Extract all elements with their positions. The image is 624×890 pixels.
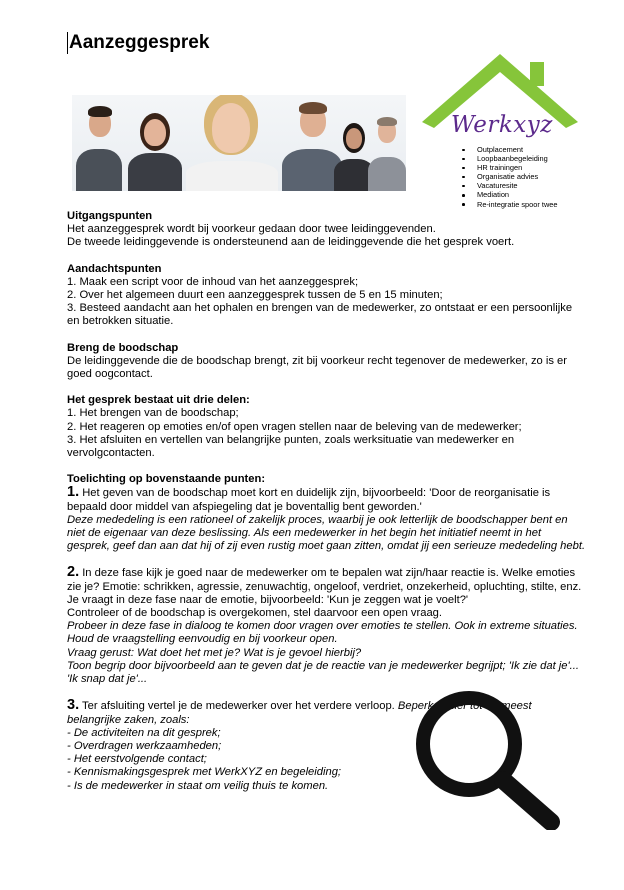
body-line: 3. Besteed aandacht aan het ophalen en brengen van de medewerker, zo ontstaat er een persoonlijke en betrokken situatie.	[67, 302, 573, 328]
body-line: Het aanzeggesprek wordt bij voorkeur gedaan door twee leidinggevenden.	[67, 223, 436, 236]
list-item: HR trainingen	[462, 163, 558, 172]
body-line: 2. Over het algemeen duurt een aanzeggesprek tussen de 5 en 15 minuten;	[67, 289, 443, 302]
list-item: - Is de medewerker in staat om veilig thuis te komen.	[67, 779, 329, 792]
point-number: 2.	[67, 564, 80, 581]
person-figure	[368, 115, 406, 191]
point-number: 1.	[67, 484, 80, 501]
point-text: Het geven van de boodschap moet kort en duidelijk zijn, bijvoorbeeld: 'Door de reorganisatie is bepaald door middel van afspiegeling dat je boventallig bent geworden.'	[67, 487, 551, 513]
person-figure	[282, 99, 342, 191]
section-heading: Toelichting op bovenstaande punten:	[67, 473, 266, 486]
point-text: In deze fase kijk je goed naar de medewerker om te bepalen wat zijn/haar reactie is. Welke emoties zie je? Emotie: schrikken, agressie, zenuwachtig, ongeloof, verdriet, onzekerheid, opluchting, stilte, enz. Je vraagt in deze fase naar de emotie, bijvoorbeeld: 'Kun je zeggen wat je voelt?'	[67, 567, 582, 606]
person-figure	[124, 107, 182, 191]
point-number: 3.	[67, 697, 80, 714]
point-2-note: Toon begrip door bijvoorbeeld aan te geven dat je de reactie van je medewerker begrijpt; 'Ik zie dat je'... 'Ik snap dat je'...	[67, 659, 579, 686]
team-photo	[72, 95, 406, 191]
body-line: 1. Maak een script voor de inhoud van het aanzeggesprek;	[67, 275, 359, 288]
point-text: Ter afsluiting vertel je de medewerker over het verdere verloop.	[79, 700, 395, 713]
list-item: - De activiteiten na dit gesprek;	[67, 726, 221, 739]
list-item: Re-integratie spoor twee	[462, 200, 558, 209]
service-list	[462, 145, 558, 209]
list-item: Organisatie advies	[462, 172, 558, 181]
section-heading: Uitgangspunten	[67, 210, 153, 222]
section-heading: Breng de boodschap	[67, 341, 179, 354]
list-item: Loopbaanbegeleiding	[462, 154, 558, 163]
page-title: Aanzeggesprek	[69, 32, 210, 53]
person-figure	[182, 95, 278, 191]
body-line: 1. Het brengen van de boodschap;	[67, 407, 239, 420]
body-paragraph: De leidinggevende die de boodschap brengt, zit bij voorkeur recht tegenover de medewerker, zo is er goed oogcontact.	[67, 354, 568, 381]
list-item: Outplacement	[462, 145, 558, 154]
magnifier-icon	[405, 690, 563, 830]
body-line: 2. Het reageren op emoties en/of open vragen stellen naar de beleving van de medewerker;	[67, 420, 522, 433]
section-heading: Aandachtspunten	[67, 262, 162, 275]
logo-wordmark: Werkxyz	[451, 112, 553, 138]
point-1	[67, 486, 587, 513]
list-item: Vacaturesite	[462, 181, 558, 190]
body-line: De tweede leidinggevende is ondersteunend aan de leidinggevende die het gesprek voert.	[67, 236, 515, 249]
point-2-note: Probeer in deze fase in dialoog te komen door vragen over emoties te stellen. Ook in extreme situaties. Houd de vraagstelling eenvoudig en bij voorkeur open.	[67, 620, 578, 646]
list-item: - Overdragen werkzaamheden;	[67, 739, 222, 752]
body-line: Controleer of de boodschap is overgekomen, stel daarvoor een open vraag.	[67, 607, 443, 620]
point-3-note: Beperk je hier tot de meest belangrijke zaken, zoals:	[67, 700, 532, 726]
list-item: Mediation	[462, 190, 558, 199]
person-figure	[76, 103, 122, 191]
point-2-note: Vraag gerust: Wat doet het met je? Wat is je gevoel hierbij?	[67, 646, 362, 659]
point-2	[67, 566, 587, 607]
body-line: 3. Het afsluiten en vertellen van belangrijke punten, zoals werksituatie van medewerker en vervolgcontacten.	[67, 433, 515, 460]
list-item: - Het eerstvolgende contact;	[67, 753, 207, 766]
section-heading: Het gesprek bestaat uit drie delen:	[67, 394, 250, 407]
list-item: - Kennismakingsgesprek met WerkXYZ en begeleiding;	[67, 766, 342, 779]
point-1-note: Deze mededeling is een rationeel of zakelijk proces, waarbij je ook letterlijk de boodschapper bent en niet de eigenaar van deze beslissing. Als een medewerker in het begin het initiatief neemt in het gesprek, geef dan aan dat hij of zij even rustig moet gaan zitten, omdat jij een serieuze mededeling hebt.	[67, 513, 586, 553]
